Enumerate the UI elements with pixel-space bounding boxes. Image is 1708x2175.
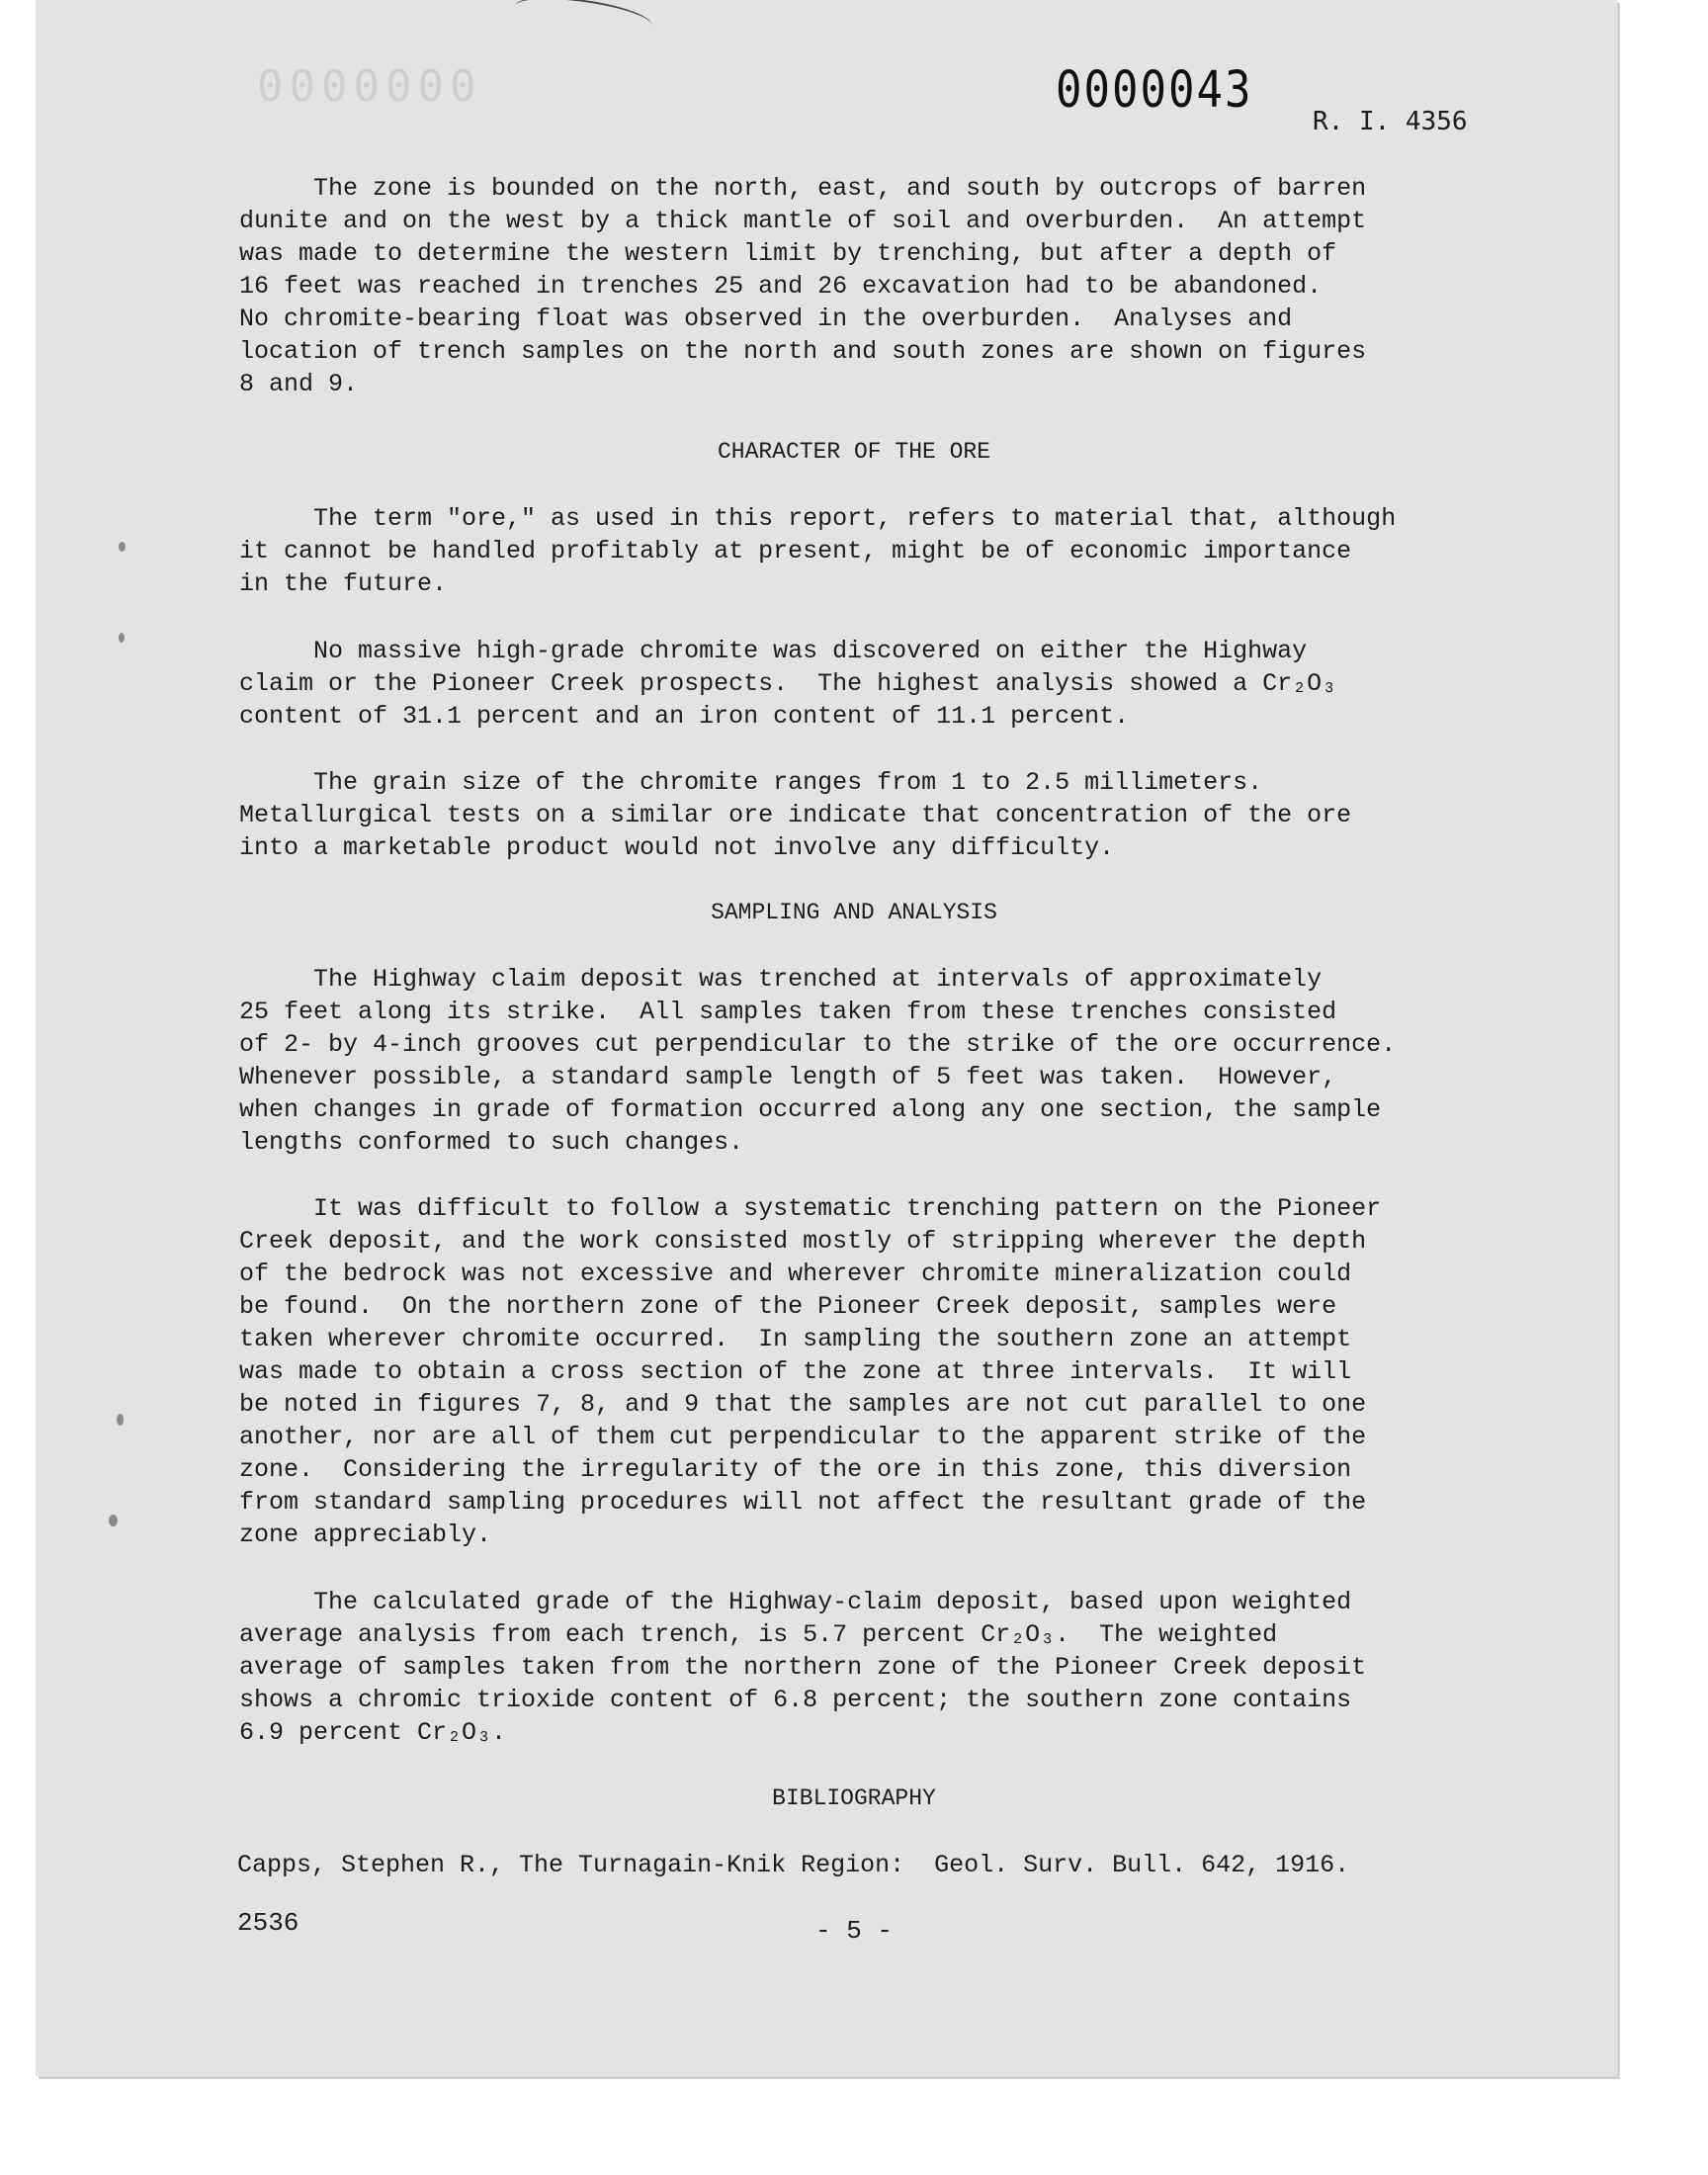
paragraph-grain-size bbox=[239, 766, 1544, 864]
paragraph-highway-trenching bbox=[239, 963, 1544, 1159]
text-line: taken wherever chromite occurred. In sampling the southern zone an attempt bbox=[239, 1325, 1352, 1353]
paragraph-high-grade bbox=[239, 635, 1544, 733]
heading-bibliography: BIBLIOGRAPHY bbox=[772, 1785, 936, 1811]
text-line: 16 feet was reached in trenches 25 and 26 excavation had to be abandoned. bbox=[239, 272, 1323, 301]
scan-speck bbox=[119, 542, 126, 552]
scan-speck bbox=[119, 633, 125, 643]
text-line: shows a chromic trioxide content of 6.8 percent; the southern zone contains bbox=[239, 1686, 1352, 1714]
text-line: The calculated grade of the Highway-claim deposit, based upon weighted bbox=[239, 1588, 1352, 1616]
report-id: R. I. 4356 bbox=[1313, 107, 1468, 136]
text-line: Whenever possible, a standard sample length of 5 feet was taken. However, bbox=[239, 1063, 1337, 1091]
text-line: average analysis from each trench, is 5.7 percent Cr₂O₃. The weighted bbox=[239, 1620, 1278, 1649]
paragraph-ore-definition bbox=[239, 502, 1544, 600]
text-line: 8 and 9. bbox=[239, 370, 359, 398]
text-line: It was difficult to follow a systematic trenching pattern on the Pioneer bbox=[239, 1194, 1382, 1223]
text-line: was made to obtain a cross section of the zone at three intervals. It will bbox=[239, 1357, 1352, 1386]
text-line: Creek deposit, and the work consisted mostly of stripping wherever the depth bbox=[239, 1227, 1367, 1256]
text-line: from standard sampling procedures will not affect the resultant grade of the bbox=[239, 1488, 1367, 1517]
scan-speck bbox=[109, 1515, 118, 1526]
text-line: The grain size of the chromite ranges from 1 to 2.5 millimeters. bbox=[239, 768, 1263, 797]
paragraph-zone-boundaries bbox=[239, 172, 1544, 400]
paragraph-calculated-grade bbox=[239, 1586, 1544, 1749]
text-line: into a marketable product would not involve any difficulty. bbox=[239, 833, 1115, 862]
text-line: in the future. bbox=[239, 569, 448, 598]
text-line: claim or the Pioneer Creek prospects. The highest analysis showed a Cr₂O₃ bbox=[239, 669, 1337, 698]
bibliography-entry: Capps, Stephen R., The Turnagain-Knik Region: Geol. Surv. Bull. 642, 1916. bbox=[237, 1851, 1350, 1879]
text-line: The Highway claim deposit was trenched at intervals of approximately bbox=[239, 965, 1323, 994]
heading-character-of-ore: CHARACTER OF THE ORE bbox=[717, 439, 991, 465]
text-line: was made to determine the western limit by trenching, but after a depth of bbox=[239, 239, 1337, 268]
scan-speck bbox=[117, 1414, 124, 1426]
text-line: average of samples taken from the northern zone of the Pioneer Creek deposit bbox=[239, 1653, 1367, 1682]
text-line: location of trench samples on the north and south zones are shown on figures bbox=[239, 337, 1367, 366]
document-number: 0000043 bbox=[1056, 61, 1253, 120]
faint-stamp-number: 0000000 bbox=[257, 61, 482, 112]
text-line: of the bedrock was not excessive and wherever chromite mineralization could bbox=[239, 1260, 1352, 1288]
text-line: Metallurgical tests on a similar ore indicate that concentration of the ore bbox=[239, 801, 1352, 829]
text-line: 6.9 percent Cr₂O₃. bbox=[239, 1718, 507, 1747]
text-line: content of 31.1 percent and an iron content of 11.1 percent. bbox=[239, 702, 1130, 731]
footer-code: 2536 bbox=[237, 1908, 299, 1938]
text-line: zone. Considering the irregularity of the ore in this zone, this diversion bbox=[239, 1455, 1352, 1484]
paragraph-pioneer-sampling bbox=[239, 1192, 1544, 1551]
text-line: dunite and on the west by a thick mantle of soil and overburden. An attempt bbox=[239, 207, 1367, 235]
text-line: when changes in grade of formation occurred along any one section, the sample bbox=[239, 1095, 1382, 1124]
text-line: of 2- by 4-inch grooves cut perpendicular to the strike of the ore occurrence. bbox=[239, 1030, 1397, 1059]
text-line: be noted in figures 7, 8, and 9 that the samples are not cut parallel to one bbox=[239, 1390, 1367, 1419]
page-number: - 5 - bbox=[814, 1916, 893, 1946]
text-line: it cannot be handled profitably at present, might be of economic importance bbox=[239, 537, 1352, 566]
text-line: The term "ore," as used in this report, refers to material that, although bbox=[239, 504, 1397, 533]
text-line: The zone is bounded on the north, east, and south by outcrops of barren bbox=[239, 174, 1367, 203]
text-line: zone appreciably. bbox=[239, 1521, 492, 1549]
text-line: No chromite-bearing float was observed in the overburden. Analyses and bbox=[239, 304, 1293, 333]
text-line: No massive high-grade chromite was discovered on either the Highway bbox=[239, 637, 1308, 665]
text-line: 25 feet along its strike. All samples taken from these trenches consisted bbox=[239, 998, 1337, 1026]
text-line: be found. On the northern zone of the Pioneer Creek deposit, samples were bbox=[239, 1292, 1337, 1321]
text-line: lengths conformed to such changes. bbox=[239, 1128, 744, 1157]
text-line: another, nor are all of them cut perpendicular to the apparent strike of the bbox=[239, 1423, 1367, 1451]
heading-sampling-and-analysis: SAMPLING AND ANALYSIS bbox=[711, 900, 997, 925]
